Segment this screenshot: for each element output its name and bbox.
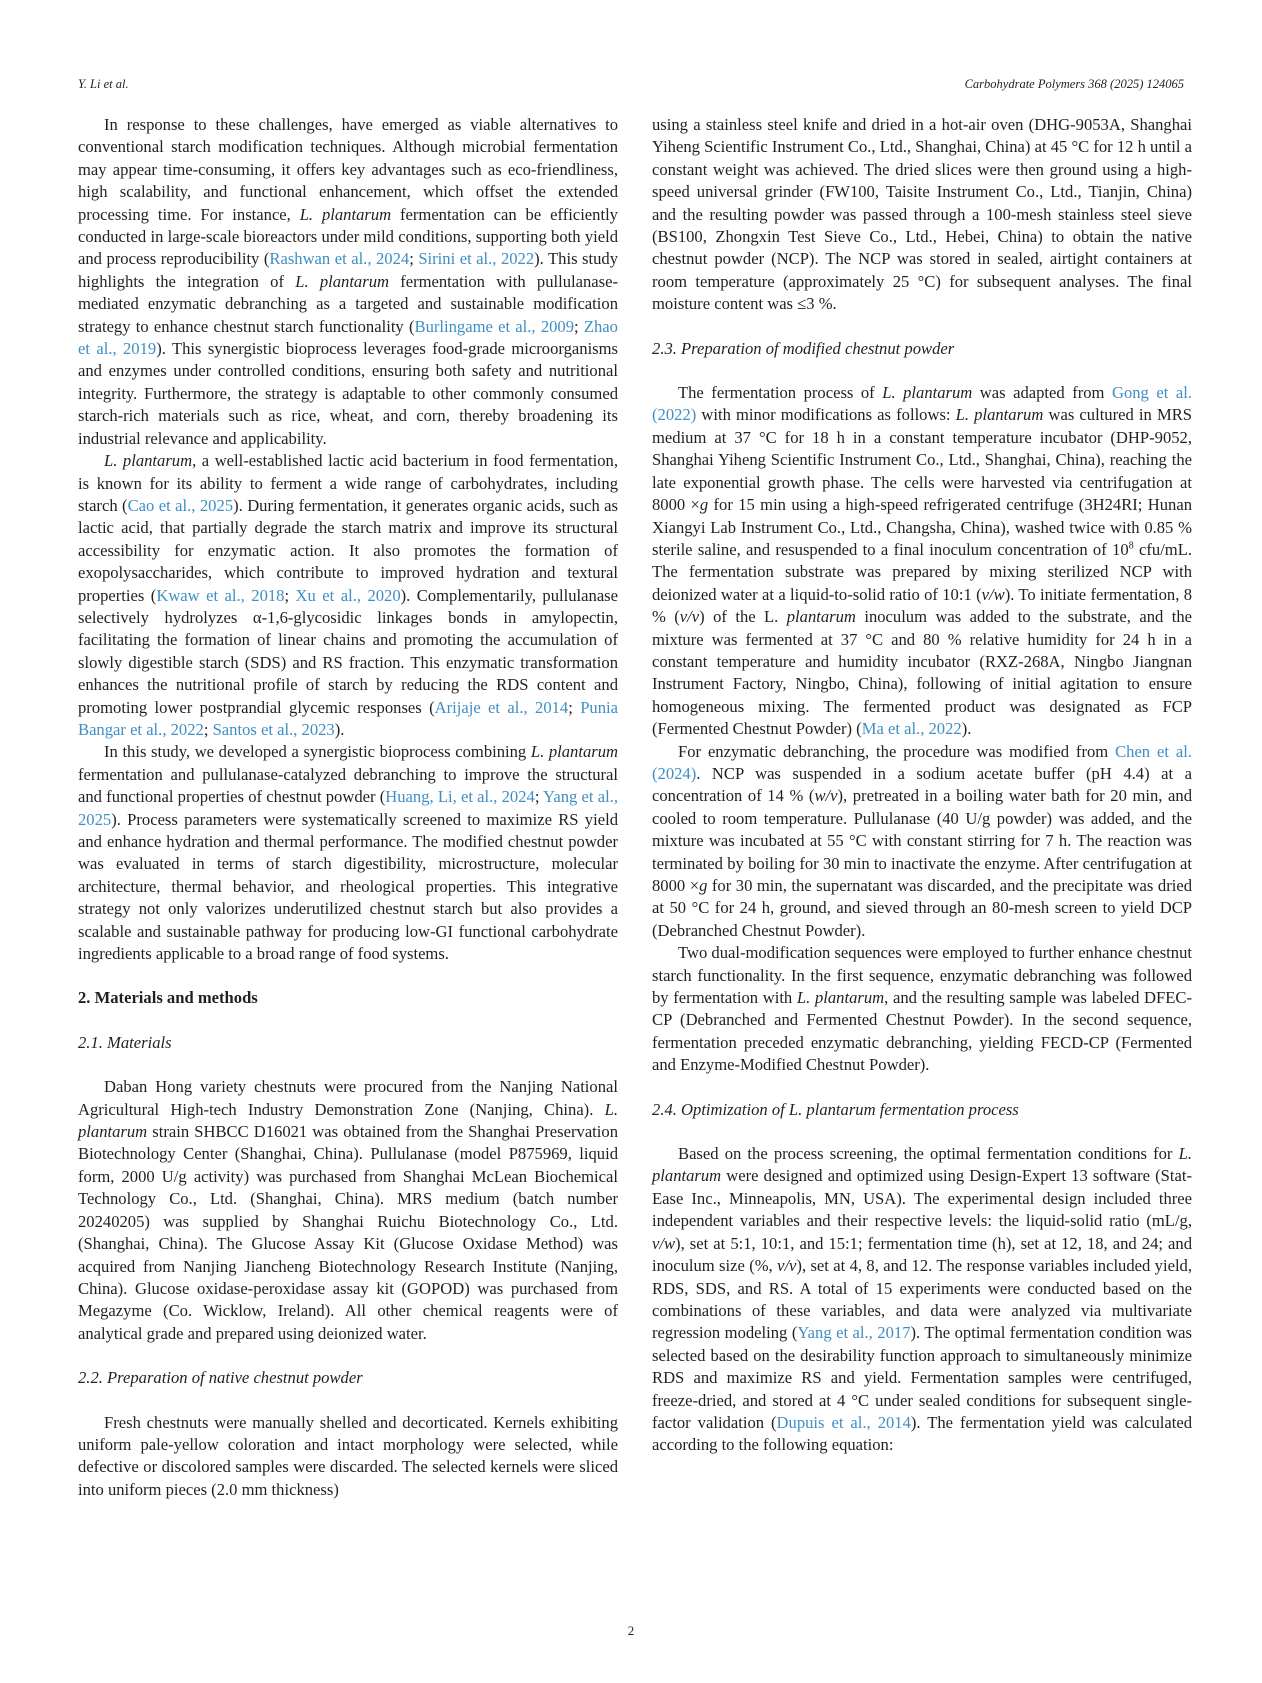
species-name: L. plantarum	[796, 988, 885, 1008]
paragraph-intro-2: L. plantarum, a well-established lactic acid bacterium in food fermentation, is known for its ability to ferment a wide range of carbohydrates, including starch (Cao et al., 2025). During fermentation, it generates organic acids, such as lactic acid, that partially degrade the starch matrix and improve its structural accessibility for enzymatic action. It also promotes the formation of exopolysaccharides, which contribute to improved hydration and textural properties (Kwaw et al., 2018; Xu et al., 2020). Complementarily, pullulanase selectively hydrolyzes α-1,6-glycosidic linkages bonds in amylopectin, facilitating the formation of linear chains and promoting the accumulation of slowly digestible starch (SDS) and RS fraction. This enzymatic transformation enhances the nutritional profile of starch by reducing the RDS content and promoting lower postprandial glycemic responses (Arijaje et al., 2014; Punia Bangar et al., 2022; Santos et al., 2023).	[78, 451, 619, 739]
citation-link[interactable]: Yang et al., 2017	[797, 1323, 911, 1343]
citation-link[interactable]: Chen et al. (2024)	[652, 741, 1192, 783]
citation-link[interactable]: Arijaje et al., 2014	[434, 697, 569, 717]
species-name: L. plantarum	[295, 271, 389, 291]
running-head-journal: Carbohydrate Polymers 368 (2025) 124065	[964, 77, 1184, 91]
species-name: L. plantarum	[78, 1099, 618, 1142]
citation-link[interactable]: Zhao et al., 2019	[78, 316, 618, 359]
species-name: L. plantarum	[104, 451, 193, 471]
citation-link[interactable]: Ma et al., 2022	[861, 719, 962, 739]
right-column	[652, 114, 1192, 1457]
citation-link[interactable]: Dupuis et al., 2014	[776, 1412, 911, 1432]
subsection-heading-native-powder: 2.2. Preparation of native chestnut powder	[78, 1368, 363, 1388]
citation-link[interactable]: Burlingame et al., 2009	[414, 316, 575, 336]
subsection-heading-materials: 2.1. Materials	[78, 1032, 172, 1052]
citation-link[interactable]: Rashwan et al., 2024	[269, 249, 410, 269]
paragraph-materials: Daban Hong variety chestnuts were procured from the Nanjing National Agricultural High-tech Industry Demonstration Zone (Nanjing, China). L. plantarum strain SHBCC D16021 was obtained from the Shanghai Preservation Biotechnology Center (Shanghai, China). Pullulanase (model P875969, liquid form, 2000 U/g activity) was purchased from Shanghai McLean Biochemical Technology Co., Ltd. (Shanghai, China). MRS medium (batch number 20240205) was supplied by Shanghai Ruichu Biotechnology Co., Ltd. (Shanghai, China). The Glucose Assay Kit (Glucose Oxidase Method) was acquired from Nanjing Jiancheng Biotechnology Research Institute (Nanjing, China). Glucose oxidase-peroxidase assay kit (GOPOD) was purchased from Megazyme (Co. Wicklow, Ireland). All other chemical reagents were of analytical grade and prepared using deionized water.	[78, 1077, 618, 1343]
species-name: L. plantarum	[530, 742, 619, 762]
citation-link[interactable]: Gong et al. (2022)	[652, 383, 1192, 425]
running-head-authors: Y. Li et al.	[78, 77, 129, 91]
paragraph-intro-3: In this study, we developed a synergistic bioprocess combining L. plantarum fermentation and pullulanase-catalyzed debranching to improve the structural and functional properties of chestnut powder (Huang, Li, et al., 2024; Yang et al., 2025). Process parameters were systematically screened to maximize RS yield and enhance hydration and thermal performance. The modified chestnut powder was evaluated in terms of starch digestibility, microstructure, molecular architecture, thermal behavior, and rheological properties. This integrative strategy not only valorizes underutilized chestnut starch but also provides a scalable and sustainable pathway for producing low-GI functional carbohydrate ingredients applicable to a broad range of food systems.	[78, 742, 619, 964]
citation-link[interactable]: Santos et al., 2023	[212, 719, 335, 739]
citation-link[interactable]: Punia Bangar et al., 2022	[78, 697, 619, 739]
citation-link[interactable]: Huang, Li, et al., 2024	[385, 787, 535, 807]
subsection-heading-optimization: 2.4. Optimization of L. plantarum fermentation process	[652, 1099, 1019, 1119]
species-name: plantarum	[786, 607, 856, 627]
citation-link[interactable]: Xu et al., 2020	[295, 585, 401, 605]
citation-link[interactable]: Kwaw et al., 2018	[156, 585, 285, 605]
paragraph-native-powder-cont: using a stainless steel knife and dried in a hot-air oven (DHG-9053A, Shanghai Yiheng Scientific Instrument Co., Ltd., Shanghai, China) at 45 °C for 12 h until a constant weight was achieved. The dried slices were then ground using a high-speed universal grinder (FW100, Taisite Instrument Co., Ltd., Tianjin, China) and the resulting powder was passed through a 100-mesh stainless steel sieve (BS100, Zhongxin Test Sieve Co., Ltd., Hebei, China) to obtain the native chestnut powder (NCP). The NCP was stored in sealed, airtight containers at room temperature (approximately 25 °C) for subsequent analyses. The final moisture content was ≤3 %.	[652, 115, 1192, 314]
superscript: 8	[1128, 540, 1134, 552]
subsection-heading-modified-powder: 2.3. Preparation of modified chestnut powder	[652, 338, 955, 358]
species-name: L. plantarum	[652, 1144, 1192, 1186]
paragraph-intro-1: In response to these challenges, have emerged as viable alternatives to conventional starch modification techniques. Although microbial fermentation may appear time-consuming, it offers key advantages such as eco-friendliness, high scalability, and functional enhancement, which offset the extended processing time. For instance, L. plantarum fermentation can be efficiently conducted in large-scale bioreactors under mild conditions, supporting both yield and process reproducibility (Rashwan et al., 2024; Sirini et al., 2022). This study highlights the integration of L. plantarum fermentation with pullulanase-mediated enzymatic debranching as a targeted and sustainable modification strategy to enhance chestnut starch functionality (Burlingame et al., 2009; Zhao et al., 2019). This synergistic bioprocess leverages food-grade microorganisms and enzymes under controlled conditions, ensuring both safety and nutritional integrity. Furthermore, the strategy is adaptable to other commonly consumed starch-rich materials such as rice, wheat, and corn, thereby broadening its industrial relevance and applicability.	[78, 115, 619, 448]
species-name: L. plantarum	[299, 204, 392, 224]
species-name: L. plantarum	[955, 405, 1044, 425]
paragraph-dual-modification: Two dual-modification sequences were employed to further enhance chestnut starch functionality. In the first sequence, enzymatic debranching was followed by fermentation with L. plantarum, and the resulting sample was labeled DFEC-CP (Debranched and Fermented Chestnut Powder). In the second sequence, fermentation preceded enzymatic debranching, yielding FECD-CP (Fermented and Enzyme-Modified Chestnut Powder).	[652, 943, 1192, 1075]
species-name: L. plantarum	[882, 383, 973, 403]
citation-link[interactable]: Sirini et al., 2022	[418, 249, 535, 269]
section-heading-materials-methods: 2. Materials and methods	[78, 988, 258, 1008]
paragraph-fermentation: The fermentation process of L. plantarum was adapted from Gong et al. (2022) with minor modifications as follows: L. plantarum was cultured in MRS medium at 37 °C for 18 h in a constant temperature incubator (DHP-9052, Shanghai Yiheng Scientific Instrument Co., Ltd., Shanghai, China), reaching the late exponential growth phase. The cells were harvested via centrifugation at 8000 ×g for 15 min using a high-speed refrigerated centrifuge (3H24RI; Hunan Xiangyi Lab Instrument Co., Ltd., Changsha, China), washed twice with 0.85 % sterile saline, and resuspended to a final inoculum concentration of $10^8$ cfu/mL. The fermentation substrate was prepared by mixing sterilized NCP with deionized water at a liquid-to-solid ratio of 10:1 (v/w). To initiate fermentation, 8 % (v/v) of the L. plantarum inoculum was added to the substrate, and the mixture was fermented at 37 °C and 80 % relative humidity for 24 h in a constant temperature and humidity incubator (RXZ-268A, Ningbo Jiangnan Instrument Factory, Ningbo, China), following of initial agitation to ensure homogeneous mixing. The fermented product was designated as FCP (Fermented Chestnut Powder) (Ma et al., 2022).	[652, 383, 1193, 739]
paragraph-debranching: For enzymatic debranching, the procedure was modified from Chen et al. (2024). NCP was suspended in a sodium acetate buffer (pH 4.4) at a concentration of 14 % (w/v), pretreated in a boiling water bath for 20 min, and cooled to room temperature. Pullulanase (40 U/g powder) was added, and the mixture was incubated at 55 °C with constant stirring for 7 h. The reaction was terminated by boiling for 30 min to inactivate the enzyme. After centrifugation at 8000 ×g for 30 min, the supernatant was discarded, and the precipitate was dried at 50 °C for 24 h, ground, and sieved through an 80-mesh screen to yield DCP (Debranched Chestnut Powder).	[652, 741, 1192, 940]
paragraph-native-powder: Fresh chestnuts were manually shelled and decorticated. Kernels exhibiting uniform pale-yellow coloration and intact morphology were selected, while defective or discolored samples were discarded. The selected kernels were sliced into uniform pieces (2.0 mm thickness)	[78, 1412, 618, 1499]
paragraph-optimization: Based on the process screening, the optimal fermentation conditions for L. plantarum were designed and optimized using Design-Expert 13 software (Stat-Ease Inc., Minneapolis, MN, USA). The experimental design included three independent variables and their respective levels: the liquid-solid ratio (mL/g, v/w), set at 5:1, 10:1, and 15:1; fermentation time (h), set at 12, 18, and 24; and inoculum size (%, v/v), set at 4, 8, and 12. The response variables included yield, RDS, SDS, and RS. A total of 15 experiments were conducted based on the combinations of these variables, and data were analyzed via multivariate regression modeling (Yang et al., 2017). The optimal fermentation condition was selected based on the desirability function approach to simultaneously minimize RDS and maximize RS and yield. Fermentation samples were centrifuged, freeze-dried, and stored at 4 °C under sealed conditions for subsequent single-factor validation (Dupuis et al., 2014). The fermentation yield was calculated according to the following equation:	[652, 1144, 1193, 1455]
citation-link[interactable]: Cao et al., 2025	[127, 495, 234, 515]
citation-link[interactable]: Yang et al., 2025	[78, 787, 618, 829]
page-number: 2	[627, 1623, 635, 1638]
left-column	[78, 114, 618, 1501]
